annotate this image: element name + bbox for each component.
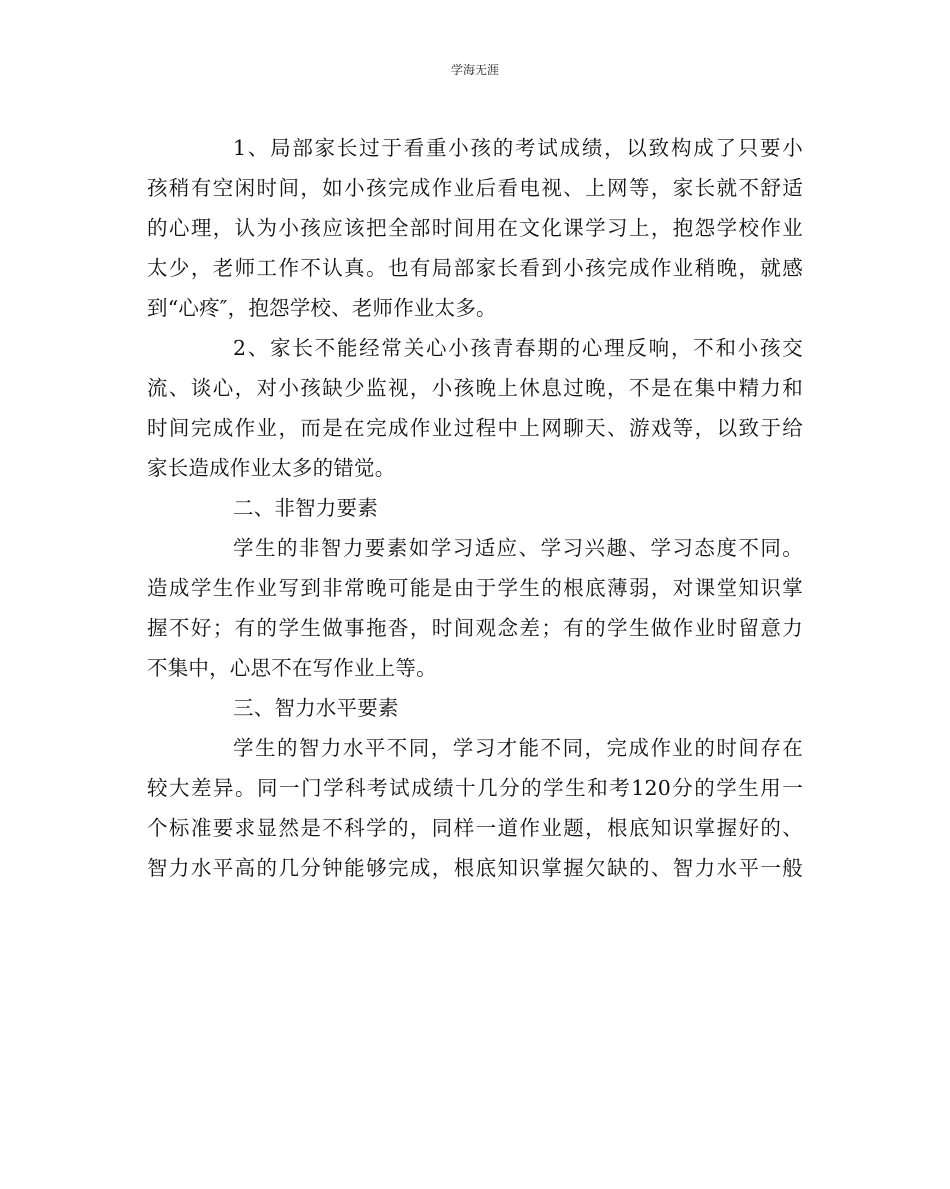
section-heading: 二、非智力要素 [233, 496, 378, 520]
text-line: 1、局部家长过于看重小孩的考试成绩，以致构成了只要小 [233, 136, 803, 160]
paragraph-3 [147, 528, 803, 688]
text-line: 学生的非智力要素如学习适应、学习兴趣、学习态度不同。 [233, 536, 803, 560]
text-line: 2、家长不能经常关心小孩青春期的心理反响，不和小孩交 [233, 336, 803, 360]
text-line: 造成学生作业写到非常晚可能是由于学生的根底薄弱，对课堂知识掌 [147, 576, 803, 600]
document-body [147, 128, 803, 888]
page-header: 学海无涯 [450, 63, 499, 77]
text-line: 较大差异。同一门学科考试成绩十几分的学生和考120分的学生用一 [147, 776, 803, 800]
text-line: 流、谈心，对小孩缺少监视，小孩晚上休息过晚，不是在集中精力和 [147, 376, 803, 400]
section-heading-3 [147, 688, 803, 728]
paragraph-1 [147, 128, 803, 328]
text-line: 学生的智力水平不同，学习才能不同，完成作业的时间存在 [233, 736, 803, 760]
text-line: 太少，老师工作不认真。也有局部家长看到小孩完成作业稍晚，就感 [147, 256, 803, 280]
paragraph-2 [147, 328, 803, 488]
text-line: 孩稍有空闲时间，如小孩完成作业后看电视、上网等，家长就不舒适 [147, 176, 803, 200]
text-line: 个标准要求显然是不科学的，同样一道作业题，根底知识掌握好的、 [147, 816, 803, 840]
text-line: 到“心疼″，抱怨学校、老师作业太多。 [147, 296, 497, 320]
text-line: 智力水平高的几分钟能够完成，根底知识掌握欠缺的、智力水平一般 [147, 856, 803, 880]
section-heading: 三、智力水平要素 [233, 696, 399, 720]
section-heading-2 [147, 488, 803, 528]
paragraph-4 [147, 728, 803, 888]
text-line: 握不好；有的学生做事拖沓，时间观念差；有的学生做作业时留意力 [147, 616, 803, 640]
text-line: 时间完成作业，而是在完成作业过程中上网聊天、游戏等，以致于给 [147, 416, 803, 440]
text-line: 家长造成作业太多的错觉。 [147, 456, 396, 480]
text-line: 不集中，心思不在写作业上等。 [147, 656, 437, 680]
text-line: 的心理，认为小孩应该把全部时间用在文化课学习上，抱怨学校作业 [147, 216, 803, 240]
